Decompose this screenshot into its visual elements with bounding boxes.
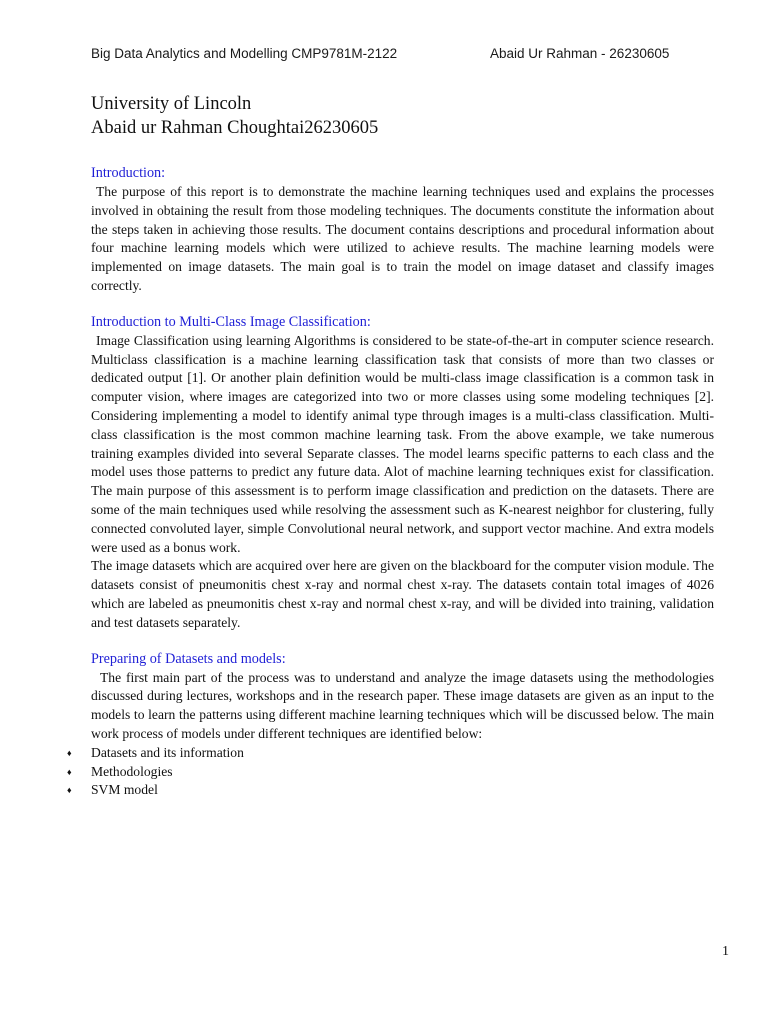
section-heading-preparing: Preparing of Datasets and models: (91, 650, 286, 667)
bullet-icon: ♦ (67, 766, 72, 777)
page-number: 1 (722, 944, 729, 959)
section-heading-multiclass: Introduction to Multi-Class Image Classification: (91, 313, 371, 330)
list-item: ♦ Methodologies (91, 763, 714, 782)
list-item: ♦ SVM model (91, 781, 714, 800)
bullet-icon: ♦ (67, 747, 72, 758)
multiclass-paragraph: Image Classification using learning Algorithms is considered to be state-of-the-art in computer science research. Multiclass classification is a machine learning classification task that consists of more than two classes or dedicated output [1]. Or another plain definition would be multi-class image classification is a common task in computer vision, where images are categorized into two or more classes using some modeling techniques [2]. Considering implementing a model to identify animal type through images is a multi-class classification. Multi-class classification is the most common machine learning task. From the above example, we take numerous training examples divided into several Separate classes. The model learns specific patterns to each class and the model uses those patterns to predict any future data. Alot of machine learning techniques exist for classification. The main purpose of this assessment is to perform image classification and prediction on the datasets. There are some of the main techniques used while resolving the assessment such as K-nearest neighbor for clustering, fully connected convoluted layer, simple Convolutional neural network, and support vector machine. And extra models were used as a bonus work. (91, 332, 714, 555)
author-name: Abaid ur Rahman Choughtai26230605 (91, 118, 379, 138)
introduction-paragraph: The purpose of this report is to demonstrate the machine learning techniques used and explains the processes involved in obtaining the result from those modeling techniques. The documents constitute the information about the steps taken in achieving those results. The document contains descriptions and procedural information about four machine learning models which were utilized to achieve results. The machine learning models were implemented on image datasets. The main goal is to train the model on image dataset and classify images correctly. (91, 184, 714, 293)
list-item: ♦ Datasets and its information (91, 744, 714, 763)
document-body (67, 163, 714, 800)
header-course-title: Big Data Analytics and Modelling CMP9781M-2122 (91, 46, 398, 61)
section-heading-introduction: Introduction: (91, 165, 166, 181)
title-block (91, 92, 378, 140)
preparing-paragraph: The first main part of the process was to understand and analyze the image datasets using the methodologies discussed during lectures, workshops and in the research paper. These image datasets are given as an input to the models to learn the patterns using different machine learning techniques which will be discussed below. The main work process of models under different techniques are identified below: (91, 669, 714, 741)
datasets-paragraph: The image datasets which are acquired over here are given on the blackboard for the computer vision module. The datasets consist of pneumonitis chest x-ray and normal chest x-ray. The datasets contain total images of 4026 which are labeled as pneumonitis chest x-ray and normal chest x-ray, and will be divided into training, validation and test datasets separately. (91, 558, 714, 630)
bullet-icon: ♦ (67, 785, 72, 796)
university-name: University of Lincoln (91, 94, 252, 114)
header-author: Abaid Ur Rahman - 26230605 (490, 46, 670, 61)
work-process-list (67, 744, 714, 800)
